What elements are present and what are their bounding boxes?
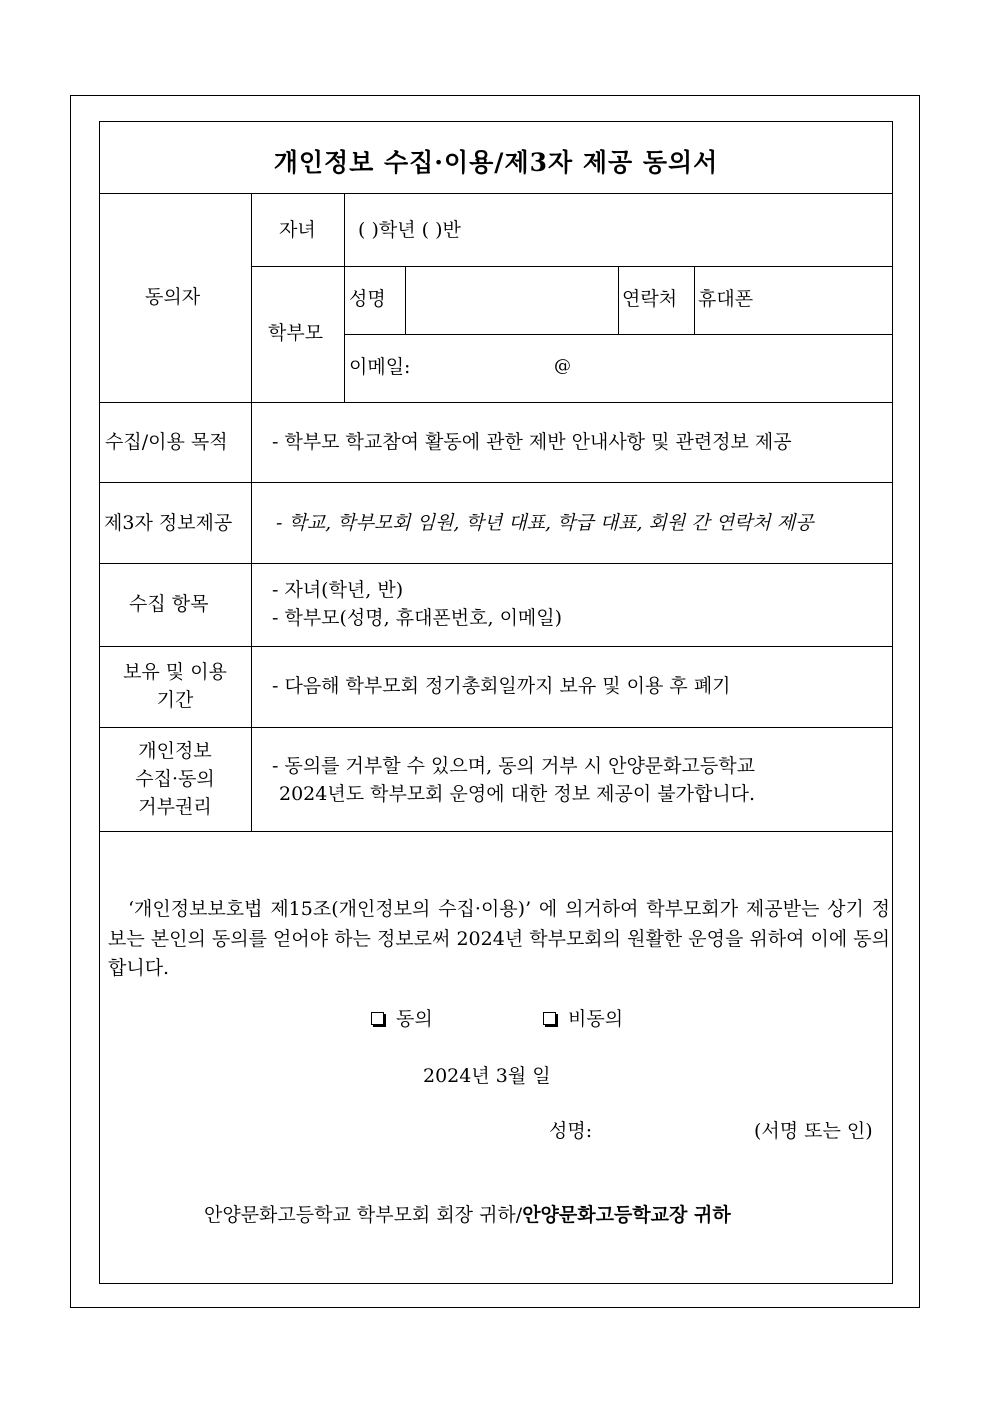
signature-input[interactable] — [600, 1115, 750, 1147]
phone-field[interactable]: 휴대폰 — [698, 288, 754, 310]
divider — [694, 266, 695, 334]
divider — [99, 563, 893, 564]
refusal-value-line: 2024년도 학부모회 운영에 대한 정보 제공이 불가합니다. — [279, 783, 756, 805]
items-label: 수집 항목 — [129, 593, 209, 615]
signature-hint: (서명 또는 인) — [754, 1120, 873, 1142]
divider — [251, 266, 893, 267]
disagree-label: 비동의 — [568, 1008, 624, 1030]
third-party-label: 제3자 정보제공 — [104, 512, 233, 534]
period-label-line: 보유 및 이용 — [123, 661, 227, 683]
divider — [344, 193, 345, 402]
period-value: - 다음해 학부모회 정기총회일까지 보유 및 이용 후 폐기 — [272, 675, 731, 697]
child-label: 자녀 — [279, 219, 316, 241]
refusal-value-line: - 동의를 거부할 수 있으며, 동의 거부 시 안양문화고등학교 — [272, 755, 755, 777]
email-label: 이메일: — [349, 356, 411, 378]
agree-checkbox[interactable] — [371, 1012, 384, 1025]
third-party-value: - 학교, 학부모회 임원, 학년 대표, 학급 대표, 회원 간 연락처 제공 — [276, 512, 814, 534]
purpose-value: - 학부모 학교참여 활동에 관한 제반 안내사항 및 관련정보 제공 — [272, 431, 792, 453]
divider — [251, 193, 252, 831]
name-input[interactable] — [407, 268, 617, 332]
divider — [99, 482, 893, 483]
consent-statement-text: ‘개인정보보호법 제15조(개인정보의 수집·이용)’ 에 의거하여 학부모회가 제공받는 상기 정보는 본인의 동의를 얻어야 하는 정보로써 2024년 학부모회의 원활한 운영을 위하여 이에 동의합니다. — [108, 898, 890, 979]
agree-option[interactable] — [371, 1010, 433, 1029]
signature-name-label: 성명: — [549, 1120, 593, 1142]
purpose-label: 수집/이용 목적 — [105, 431, 228, 453]
refusal-label-line: 수집·동의 — [135, 768, 215, 790]
addressee-bold: 안양문화고등학교장 귀하 — [522, 1204, 731, 1226]
child-grade-class-field[interactable]: ( )학년 ( )반 — [358, 219, 461, 241]
consent-statement — [108, 895, 890, 984]
divider — [99, 727, 893, 728]
refusal-label-line: 거부권리 — [138, 796, 212, 818]
disagree-option[interactable] — [543, 1010, 623, 1029]
disagree-checkbox[interactable] — [543, 1012, 556, 1025]
divider — [344, 334, 893, 335]
divider — [99, 402, 893, 403]
divider — [618, 266, 619, 334]
items-line: - 학부모(성명, 휴대폰번호, 이메일) — [272, 607, 563, 629]
addressee-regular: 안양문화고등학교 학부모회 회장 귀하/ — [204, 1204, 523, 1226]
divider — [99, 831, 893, 832]
parent-label: 학부모 — [268, 322, 324, 344]
consenter-label: 동의자 — [145, 286, 201, 308]
divider — [405, 266, 406, 334]
divider — [99, 646, 893, 647]
divider — [99, 193, 893, 194]
refusal-label-line: 개인정보 — [138, 740, 212, 762]
agree-label: 동의 — [396, 1008, 433, 1030]
name-label: 성명 — [349, 288, 386, 310]
form-title: 개인정보 수집·이용/제3자 제공 동의서 — [273, 148, 719, 177]
items-line: - 자녀(학년, 반) — [272, 579, 404, 601]
addressee — [204, 1206, 731, 1225]
date: 2024년 3월 일 — [423, 1065, 551, 1087]
contact-label: 연락처 — [622, 288, 678, 310]
period-label-line: 기간 — [156, 689, 194, 711]
email-at-sign[interactable]: @ — [554, 356, 571, 376]
